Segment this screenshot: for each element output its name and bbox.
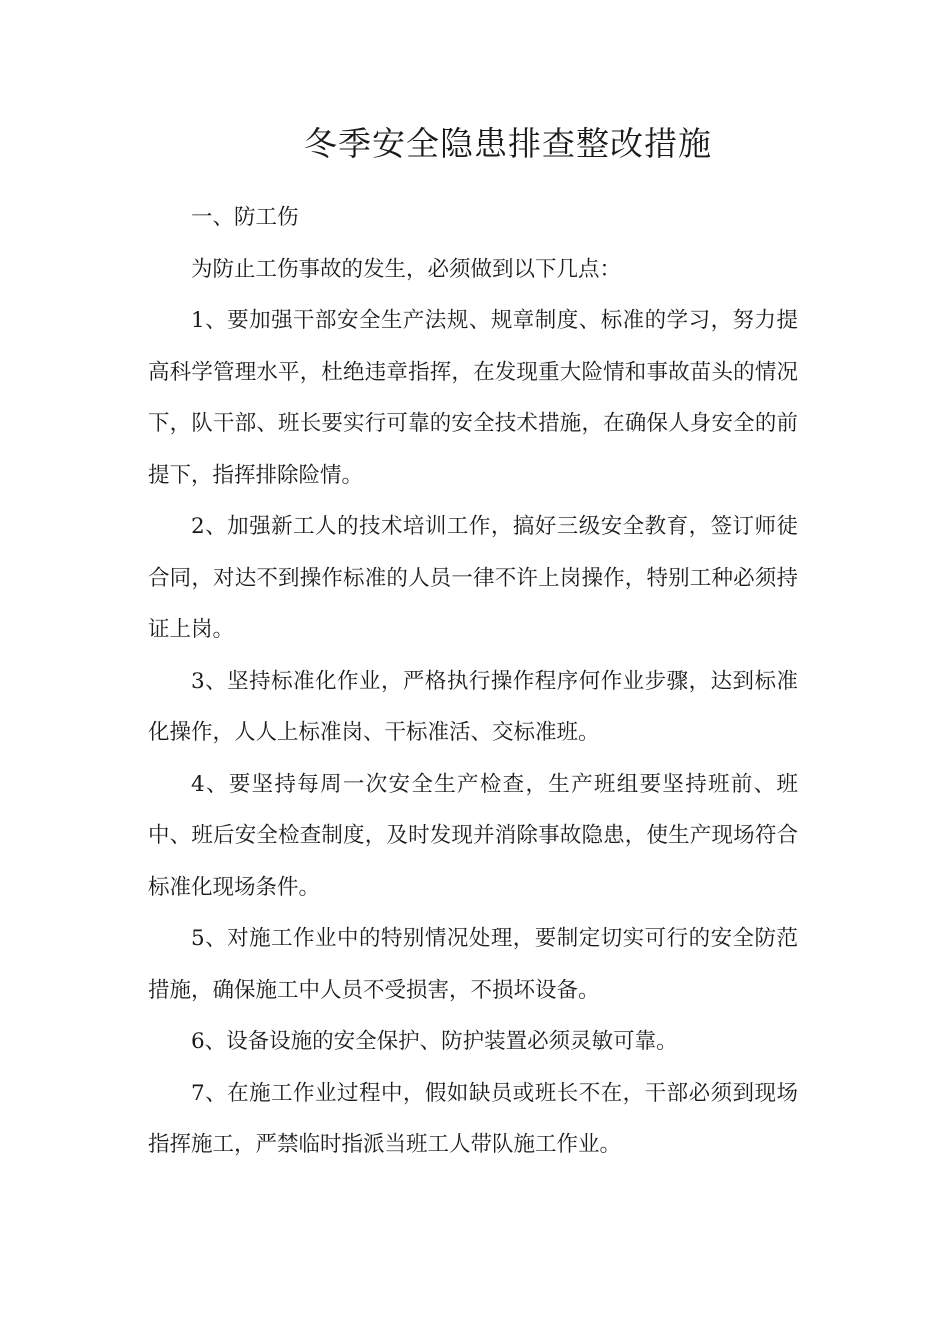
list-item-2: 2、加强新工人的技术培训工作，搞好三级安全教育，签订师徒合同，对达不到操作标准的人员一律不许上岗操作，特别工种必须持证上岗。: [148, 514, 798, 642]
section-heading-injury-prevention: 一、防工伤: [191, 205, 299, 230]
list-item-3: 3、坚持标准化作业，严格执行操作程序何作业步骤，达到标准化操作，人人上标准岗、干标准活、交标准班。: [148, 668, 798, 745]
document-title: 冬季安全隐患排查整改措施: [304, 124, 712, 163]
list-item-6: 6、设备设施的安全保护、防护装置必须灵敏可靠。: [191, 1029, 678, 1054]
intro-paragraph: 为防止工伤事故的发生，必须做到以下几点：: [191, 256, 622, 282]
document-body: [148, 192, 798, 1171]
list-item-5: 5、对施工作业中的特别情况处理，要制定切实可行的安全防范措施，确保施工中人员不受损害，不损坏设备。: [148, 926, 798, 1003]
list-item-7: 7、在施工作业过程中，假如缺员或班长不在，干部必须到现场指挥施工，严禁临时指派当班工人带队施工作业。: [148, 1080, 798, 1157]
list-item-1: 1、要加强干部安全生产法规、规章制度、标准的学习，努力提高科学管理水平，杜绝违章指挥，在发现重大险情和事故苗头的情况下，队干部、班长要实行可靠的安全技术措施，在确保人身安全的前提下，指挥排除险情。: [148, 308, 798, 488]
list-item-4: 4、要坚持每周一次安全生产检查，生产班组要坚持班前、班中、班后安全检查制度，及时发现并消除事故隐患，使生产现场符合标准化现场条件。: [148, 771, 798, 900]
